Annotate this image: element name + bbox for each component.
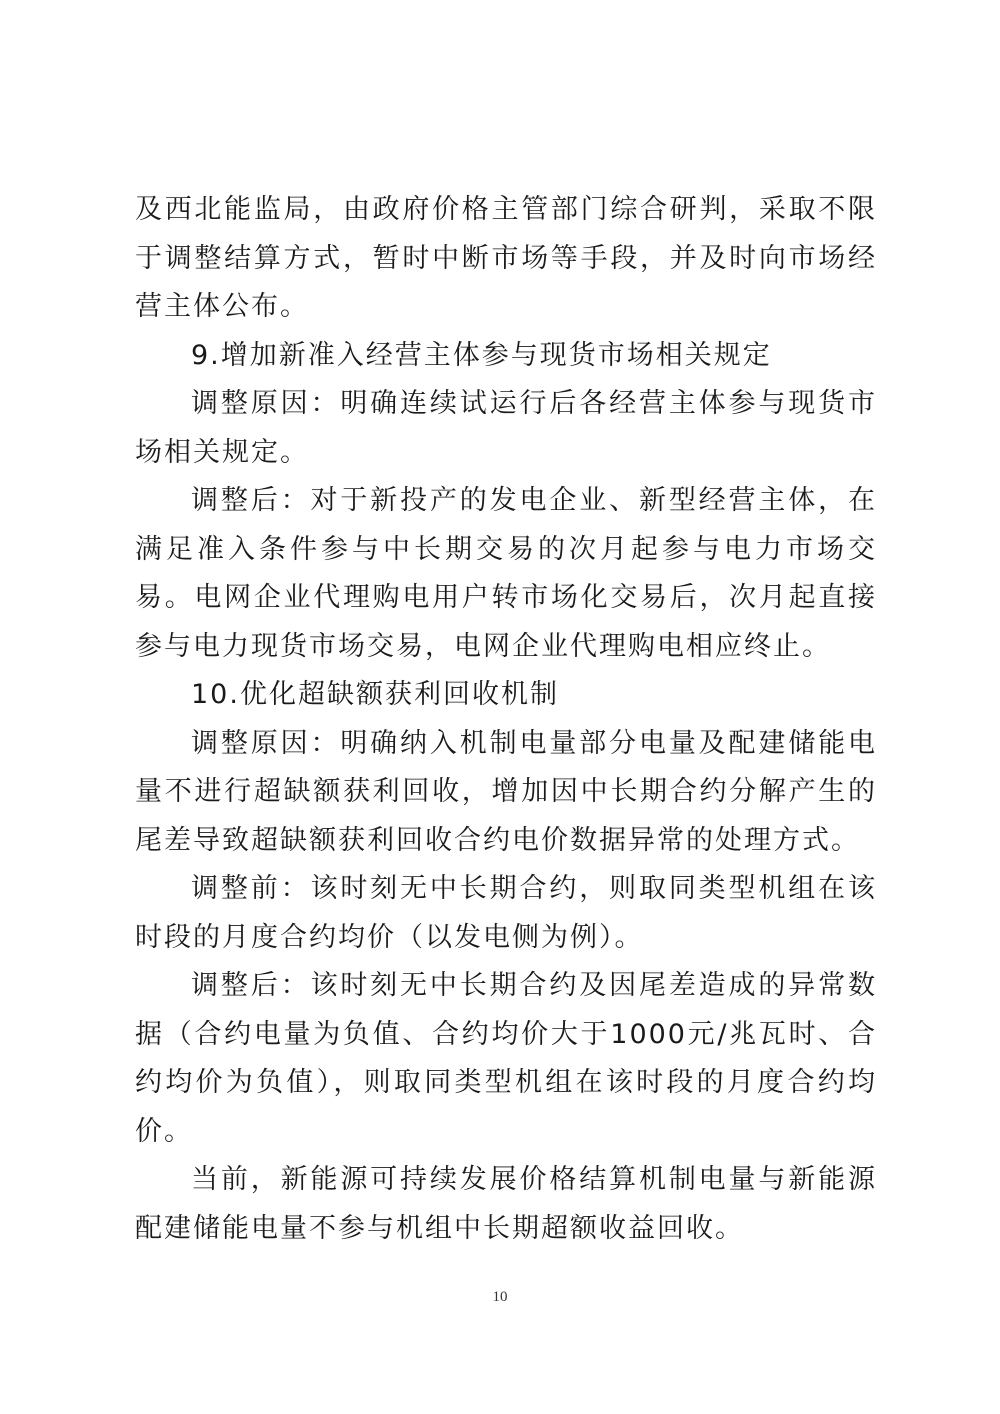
section-heading-9: 9.增加新准入经营主体参与现货市场相关规定	[191, 339, 772, 371]
paragraph-continuation: 及西北能监局，由政府价格主管部门综合研判，采取不限于调整结算方式，暂时中断市场等手段，并及时向市场经营主体公布。	[135, 194, 877, 322]
paragraph-adjust-reason-10: 调整原因：明确纳入机制电量部分电量及配建储能电量不进行超缺额获利回收，增加因中长期合约分解产生的尾差导致超缺额获利回收合约电价数据异常的处理方式。	[135, 727, 877, 856]
paragraph-adjust-reason-9: 调整原因：明确连续试运行后各经营主体参与现货市场相关规定。	[135, 388, 877, 468]
paragraph-after-adjust-9: 调整后：对于新投产的发电企业、新型经营主体，在满足准入条件参与中长期交易的次月起参与电力市场交易。电网企业代理购电用户转市场化交易后，次月起直接参与电力现货市场交易，电网企业代理购电相应终止。	[135, 485, 877, 662]
document-body	[135, 186, 877, 1253]
paragraph-before-adjust-10: 调整前：该时刻无中长期合约，则取同类型机组在该时段的月度合约均价（以发电侧为例）。	[135, 873, 877, 953]
page-number: 10	[492, 1289, 508, 1305]
section-heading-10: 10.优化超缺额获利回收机制	[191, 679, 559, 710]
paragraph-after-adjust-10: 调整后：该时刻无中长期合约及因尾差造成的异常数据（合约电量为负值、合约均价大于1000元/兆瓦时、合约均价为负值），则取同类型机组在该时段的月度合约均价。	[135, 970, 877, 1147]
paragraph-current-note: 当前，新能源可持续发展价格结算机制电量与新能源配建储能电量不参与机组中长期超额收益回收。	[135, 1164, 877, 1244]
